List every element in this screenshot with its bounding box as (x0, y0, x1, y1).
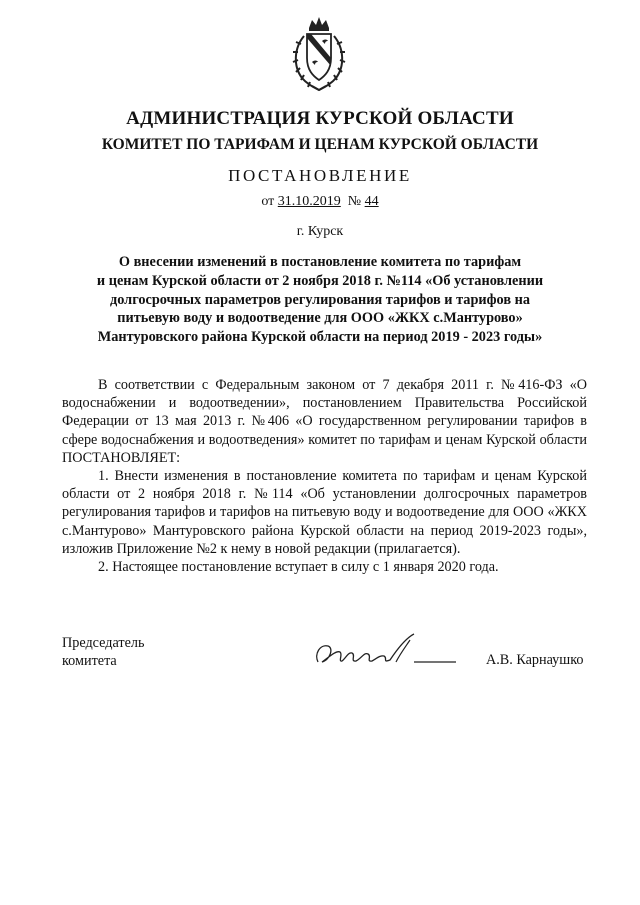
handwritten-signature-icon (310, 628, 460, 676)
committee-name: КОМИТЕТ ПО ТАРИФАМ И ЦЕНАМ КУРСКОЙ ОБЛАСТИ (101, 136, 539, 153)
title-line: Мантуровского района Курской области на период 2019 - 2023 годы» (97, 329, 543, 346)
date-prefix: от (261, 194, 275, 209)
document-date: 31.10.2019 (277, 194, 341, 209)
item-2-paragraph: 2. Настоящее постановление вступает в силу с 1 января 2020 года. (98, 559, 499, 576)
document-title (60, 253, 580, 347)
coat-of-arms-icon (288, 14, 350, 94)
organization-name: АДМИНИСТРАЦИЯ КУРСКОЙ ОБЛАСТИ (126, 108, 514, 129)
document-city: г. Курск (296, 224, 344, 239)
document-type: ПОСТАНОВЛЕНИЕ (228, 166, 412, 185)
item-1-paragraph: 1. Внести изменения в постановление комитета по тарифам и ценам Курской области от 2 ноября 2018 г. №114 «Об установлении долгосрочных параметров регулирования тарифов и тарифов на питьевую воду и водоотведение для ООО «ЖКХ с.Мантурово» Мантуровского района Курской области на период 2019-2023 годы», изложив Приложение №2 к нему в новой редакции (прилагается). (62, 468, 587, 557)
signer-name: А.В. Карнаушко (486, 652, 584, 668)
preamble-paragraph: В соответствии с Федеральным законом от 7 декабря 2011 г. №416-ФЗ «О водоснабжении и водоотведении», постановлением Правительства Российской Федерации от 13 мая 2013 г. №406 «О государственном регулировании тарифов в сфере водоснабжения и водоотведения» комитет по тарифам и ценам Курской области ПОСТАНОВЛЯЕТ: (62, 377, 587, 466)
signer-title-line1: Председатель (62, 635, 145, 651)
document-number: 44 (364, 194, 379, 209)
title-line: и ценам Курской области от 2 ноября 2018 г. №114 «Об установлении (96, 272, 544, 289)
title-line: питьевую воду и водоотведение для ООО «ЖКХ с.Мантурово» (117, 310, 523, 327)
document-meta (0, 194, 640, 210)
number-prefix: № (347, 194, 362, 209)
signer-title-line2: комитета (62, 653, 117, 670)
title-line: долгосрочных параметров регулирования тарифов и тарифов на (109, 291, 531, 308)
title-line: О внесении изменений в постановление комитета по тарифам (118, 254, 522, 270)
document-body (62, 376, 587, 576)
signer-title (62, 634, 144, 670)
